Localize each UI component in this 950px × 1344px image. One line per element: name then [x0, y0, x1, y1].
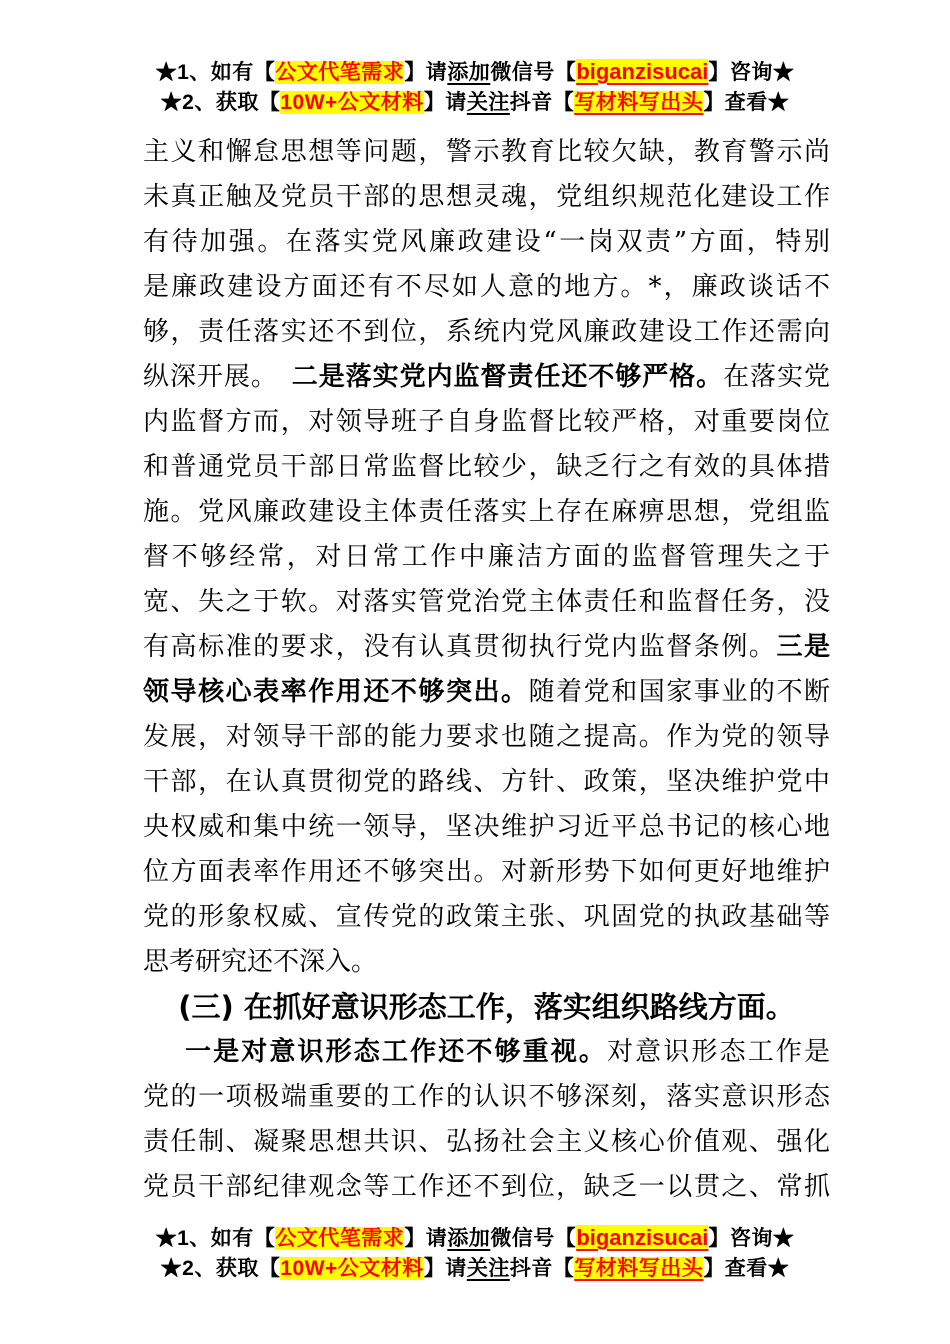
promo-text: 】请 [404, 61, 448, 84]
highlighted-service-text: 公文代笔需求 [275, 1227, 405, 1250]
promo-text: ★1、如有【 [155, 61, 276, 84]
text-segment: 党的形象权威、宣传党的政策主张、巩固党的执政基础等 [143, 902, 830, 932]
promo-text: 】请 [404, 1227, 448, 1250]
underlined-action-text: 添加 [447, 1227, 491, 1250]
text-segment: 宽、失之于软。对落实管党治党主体责任和监督任务，没 [143, 587, 830, 617]
text-segment: 对意识形态工作是 [607, 1037, 830, 1067]
promo-text: ★2、获取【 [160, 1257, 281, 1280]
highlighted-material-text: 10W+公文材料 [280, 1257, 424, 1280]
promo-text: ★1、如有【 [155, 1227, 276, 1250]
body-text-line [143, 1165, 830, 1210]
promo-text: 微信号【 [490, 1227, 577, 1250]
bold-text-segment: 领导核心表率作用还不够突出。 [143, 677, 529, 707]
douyin-account-text: 写材料写出头 [574, 91, 704, 114]
body-text-line [143, 670, 830, 715]
promo-text: 抖音【 [509, 91, 575, 114]
footer-promo-line-2 [0, 1254, 950, 1284]
promo-text: 】请 [423, 91, 467, 114]
document-body [143, 130, 830, 1210]
body-text-line [143, 490, 830, 535]
body-text-line [143, 940, 830, 985]
footer-promo-banner [0, 1223, 950, 1284]
body-text-line [143, 265, 830, 310]
body-text-line [143, 580, 830, 625]
bold-text-segment: 一是对意识形态工作还不够重视。 [185, 1037, 608, 1067]
body-text-line [143, 850, 830, 895]
bold-text-segment: (三) 在抓好意识形态工作，落实组织路线方面。 [178, 990, 795, 1024]
body-text-line [143, 355, 830, 400]
text-segment: 内监督方而，对领导班子自身监督比较严格，对重要岗位 [143, 407, 830, 437]
body-text-line [143, 220, 830, 265]
body-text-line [143, 535, 830, 580]
section-heading [143, 985, 830, 1030]
text-segment: 督不够经常，对日常工作中廉洁方面的监督管理失之于 [143, 542, 830, 572]
text-segment: 党的一项极端重要的工作的认识不够深刻，落实意识形态 [143, 1082, 830, 1112]
text-segment: 责任制、凝聚思想共识、弘扬社会主义核心价值观、强化 [143, 1127, 830, 1157]
promo-text: ★2、获取【 [160, 91, 281, 114]
body-text-line [143, 445, 830, 490]
promo-text: 】咨询★ [708, 61, 795, 84]
body-text-line [143, 760, 830, 805]
bold-text-segment: 三是 [776, 632, 830, 662]
underlined-action-text: 关注 [466, 91, 510, 114]
body-text-line [143, 310, 830, 355]
text-segment: 未真正触及党员干部的思想灵魂，党组织规范化建设工作 [143, 182, 830, 212]
text-segment: 位方面表率作用还不够突出。对新形势下如何更好地维护 [143, 857, 830, 887]
text-segment: 央权威和集中统一领导，坚决维护习近平总书记的核心地 [143, 812, 830, 842]
underlined-action-text: 关注 [466, 1257, 510, 1280]
promo-text: 】请 [423, 1257, 467, 1280]
body-text-line [143, 175, 830, 220]
text-segment: 干部，在认真贯彻党的路线、方针、政策，坚决维护党中 [143, 767, 830, 797]
promo-text: 】查看★ [703, 91, 790, 114]
body-text-line [143, 1120, 830, 1165]
text-segment: 施。党风廉政建设主体责任落实上存在麻痹思想，党组监 [143, 497, 830, 527]
text-segment: 发展，对领导干部的能力要求也随之提高。作为党的领导 [143, 722, 830, 752]
body-text-line [143, 400, 830, 445]
wechat-id-text: biganzisucai [576, 59, 709, 84]
body-text-line [143, 130, 830, 175]
body-text-line [143, 805, 830, 850]
text-segment: 够，责任落实还不到位，系统内党风廉政建设工作还需向 [143, 317, 830, 347]
body-text-line [143, 625, 830, 670]
douyin-account-text: 写材料写出头 [574, 1257, 704, 1280]
text-segment: 有高标准的要求，没有认真贯彻执行党内监督条例。 [143, 632, 777, 662]
highlighted-service-text: 公文代笔需求 [275, 61, 405, 84]
body-text-line [143, 895, 830, 940]
body-text-line [143, 715, 830, 760]
promo-text: 】咨询★ [708, 1227, 795, 1250]
footer-promo-line-1 [0, 1223, 950, 1254]
wechat-id-text: biganzisucai [576, 1225, 709, 1250]
header-promo-line-2 [0, 88, 950, 118]
promo-text: 抖音【 [509, 1257, 575, 1280]
text-segment: 是廉政建设方面还有不尽如人意的地方。*，廉政谈话不 [143, 272, 830, 302]
text-segment: 在落实党 [723, 362, 830, 392]
header-promo-banner [0, 57, 950, 118]
text-segment: 有待加强。在落实党风廉政建设“一岗双责”方面，特别 [143, 227, 830, 257]
body-text-line [143, 1030, 830, 1075]
promo-text: 微信号【 [490, 61, 577, 84]
header-promo-line-1 [0, 57, 950, 88]
promo-text: 】查看★ [703, 1257, 790, 1280]
text-segment: 思考研究还不深入。 [143, 947, 378, 977]
text-segment: 纵深开展。 [143, 362, 292, 392]
text-segment: 随着党和国家事业的不断 [528, 677, 830, 707]
text-segment: 主义和懈怠思想等问题，警示教育比较欠缺，教育警示尚 [143, 137, 830, 167]
highlighted-material-text: 10W+公文材料 [280, 91, 424, 114]
underlined-action-text: 添加 [447, 61, 491, 84]
body-text-line [143, 1075, 830, 1120]
text-segment: 和普通党员干部日常监督比较少，缺乏行之有效的具体措 [143, 452, 830, 482]
text-segment: 党员干部纪律观念等工作还不到位，缺乏一以贯之、常抓 [143, 1172, 830, 1202]
bold-text-segment: 二是落实党内监督责任还不够严格。 [291, 362, 724, 392]
